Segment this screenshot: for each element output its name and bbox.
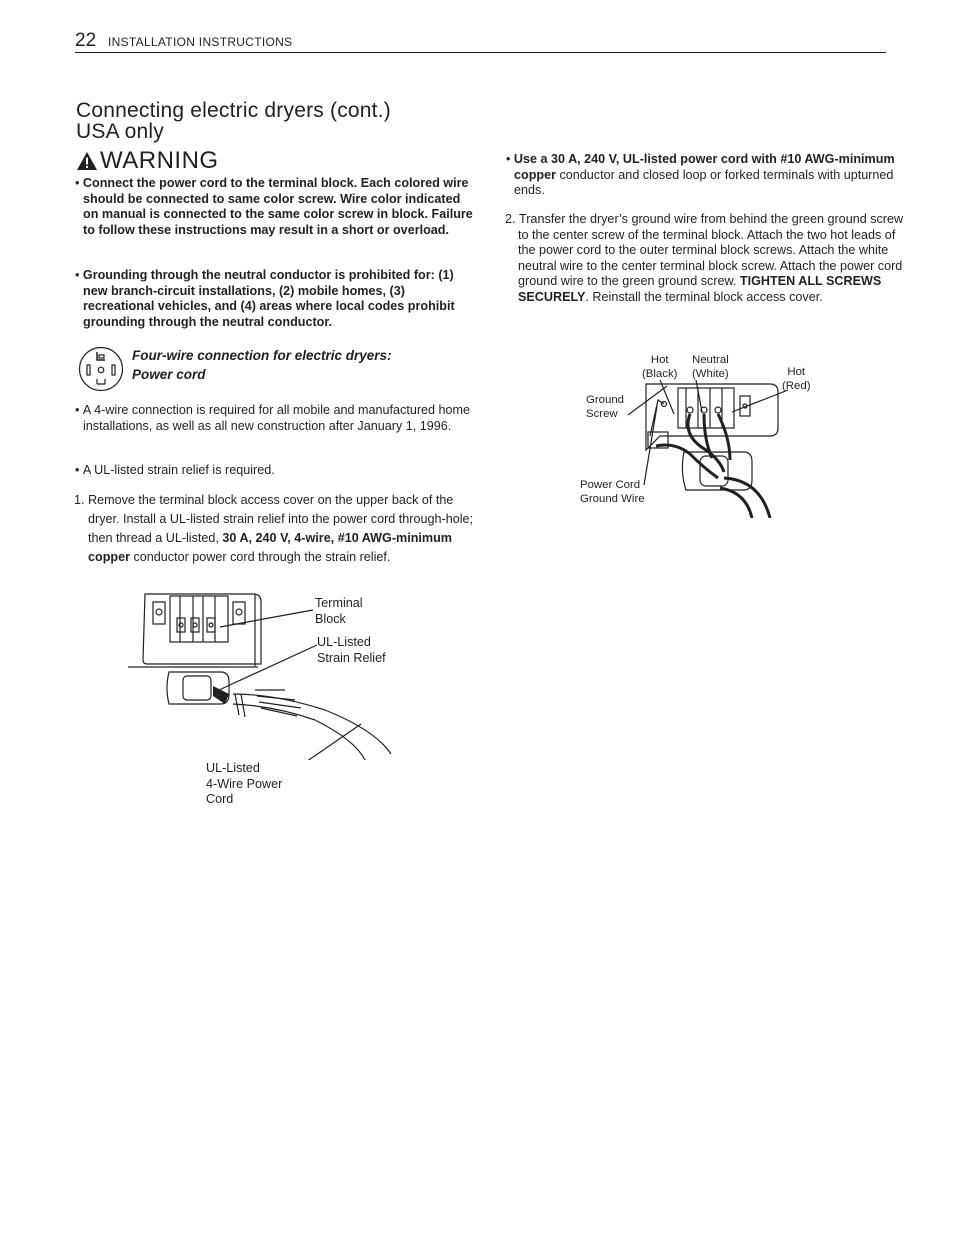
warning-bullet-2-text: Grounding through the neutral conductor is prohibited for: (1) new branch-circuit installations, (2) mobile homes, (3) recreational vehicles, and (4) areas where local codes prohibit grounding through the neutral conductor. bbox=[82, 268, 455, 329]
header-divider bbox=[75, 52, 886, 53]
hot-black-label bbox=[642, 353, 677, 381]
hot-red-label-1: Hot bbox=[787, 366, 806, 378]
step-1-bold: 30 A, 240 V, 4-wire, #10 AWG-minimum copper bbox=[88, 531, 452, 564]
ground-wire-label-1: Power Cord bbox=[580, 479, 641, 491]
warning-bullet-1-text: Connect the power cord to the terminal block. Each colored wire should be connected to same color screw. Wire color indicated on manual is connected to the same color screw in block. Failure to follow these instructions may result in a short or overload. bbox=[82, 176, 473, 237]
left-bullet-2: • A UL-listed strain relief is required. bbox=[75, 463, 275, 477]
step-1 bbox=[74, 491, 478, 567]
terminal-block-label-2: Block bbox=[315, 611, 346, 626]
plug-caption-line-2: Power cord bbox=[132, 367, 206, 382]
step-2-text-end: . Reinstall the terminal block access cover. bbox=[585, 289, 823, 304]
step-1-text-end: conductor power cord through the strain relief. bbox=[130, 550, 391, 564]
warning-heading bbox=[76, 148, 219, 174]
hot-black-label-1: Hot bbox=[650, 354, 669, 366]
warning-bullet-2: • Grounding through the neutral conductor is prohibited for: (1) new branch-circuit installations, (2) mobile homes, (3) recreational vehicles, and (4) areas where local codes prohibit grounding through the neutral conductor. bbox=[75, 268, 455, 329]
step-2-bold: TIGHTEN ALL SCREWS SECURELY bbox=[518, 274, 882, 304]
terminal-block-label bbox=[315, 596, 363, 627]
page-title bbox=[76, 100, 391, 142]
neutral-white-label-1: Neutral bbox=[692, 354, 729, 366]
neutral-white-label-2: (White) bbox=[692, 368, 729, 380]
step-1-text: Remove the terminal block access cover on the upper back of the dryer. Install a UL-listed strain relief into the power cord through-hole; then thread a UL-listed, bbox=[88, 493, 474, 545]
hot-red-label-2: (Red) bbox=[782, 380, 811, 392]
warning-label: WARNING bbox=[100, 147, 219, 174]
section-header: INSTALLATION INSTRUCTIONS bbox=[108, 35, 293, 49]
left-bullet-2-text: A UL-listed strain relief is required. bbox=[82, 463, 275, 477]
step-2-text: Transfer the dryer’s ground wire from behind the green ground screw to the center screw of the terminal block. Attach the two hot leads of the power cord to the outer terminal block screws. Attach the white neutral wire to the center terminal block screw. Attach the power cord ground wire to the green ground screw. bbox=[518, 212, 904, 289]
power-cord-label-2: 4-Wire Power bbox=[206, 776, 283, 791]
ground-screw-label-2: Screw bbox=[586, 408, 618, 420]
wiring-diagram bbox=[620, 380, 790, 518]
ground-wire-label-2: Ground Wire bbox=[580, 493, 645, 505]
hot-red-label bbox=[782, 365, 810, 393]
plug-caption bbox=[132, 346, 392, 384]
plug-caption-line-1: Four-wire connection for electric dryers: bbox=[132, 348, 392, 363]
page-number: 22 bbox=[75, 30, 97, 51]
left-bullet-1: • A 4-wire connection is required for all mobile and manufactured home installations, as well as all new construction after January 1, 1996. bbox=[75, 403, 471, 433]
title-line-2: USA only bbox=[76, 120, 164, 143]
strain-relief-label-2: Strain Relief bbox=[317, 650, 386, 665]
right-bullet-text: conductor and closed loop or forked terminals with upturned ends. bbox=[514, 167, 894, 198]
right-bullet-bold: Use a 30 A, 240 V, UL-listed power cord with #10 AWG-minimum copper bbox=[513, 152, 895, 182]
power-cord-label-3: Cord bbox=[206, 792, 234, 807]
step-2-number: 2. bbox=[505, 212, 516, 226]
title-line-1: Connecting electric dryers (cont.) bbox=[76, 99, 391, 122]
power-cord-label bbox=[206, 761, 282, 808]
left-bullet-1-text: A 4-wire connection is required for all mobile and manufactured home installations, as well as all new construction after January 1, 1996. bbox=[82, 403, 471, 433]
strain-relief-label-1: UL-Listed bbox=[317, 635, 371, 649]
terminal-block-label-1: Terminal bbox=[315, 596, 363, 610]
ground-wire-label bbox=[580, 478, 645, 506]
ground-screw-label-1: Ground bbox=[586, 394, 624, 406]
step-1-number: 1. bbox=[74, 493, 85, 507]
strain-relief-label bbox=[317, 635, 386, 666]
power-cord-label-1: UL-Listed bbox=[206, 761, 260, 775]
four-wire-plug-icon bbox=[78, 346, 124, 392]
warning-triangle-icon bbox=[76, 151, 98, 171]
step-2 bbox=[505, 212, 908, 306]
ground-screw-label bbox=[586, 393, 624, 421]
right-bullet: • Use a 30 A, 240 V, UL-listed power cord with #10 AWG-minimum copper conductor and closed loop or forked terminals with upturned ends. bbox=[506, 152, 895, 198]
neutral-white-label bbox=[692, 353, 729, 381]
warning-bullet-1: • Connect the power cord to the terminal block. Each colored wire should be connected to same color screw. Wire color indicated on manual is connected to the same color screw in block. Failure to follow these instructions may result in a short or overload. bbox=[75, 176, 473, 237]
hot-black-label-2: (Black) bbox=[642, 368, 678, 380]
